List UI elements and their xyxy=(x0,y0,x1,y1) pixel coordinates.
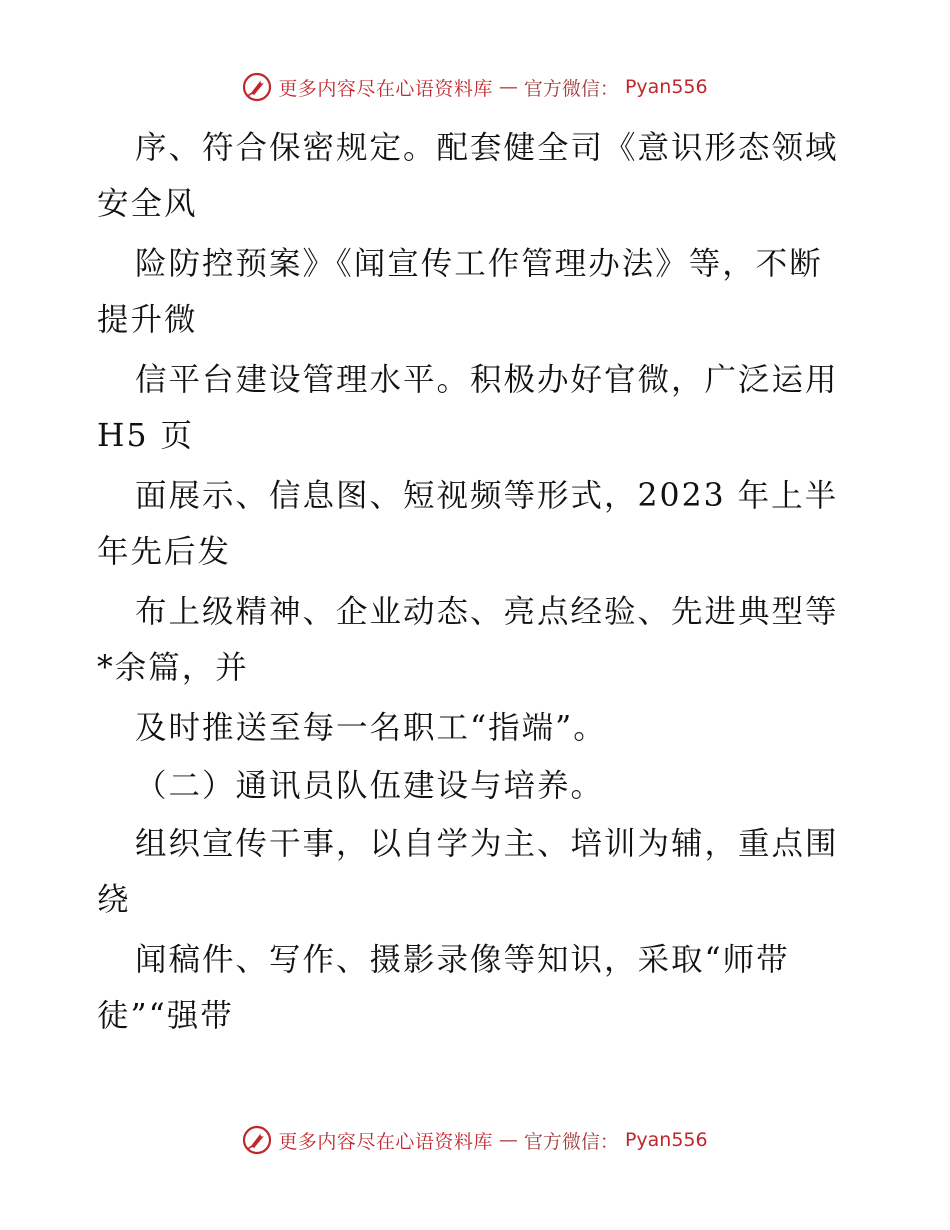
text-line: 面展示、信息图、短视频等形式，2023 年上半 xyxy=(135,478,839,514)
text-line: 险防控预案》《闻宣传工作管理办法》等，不断 xyxy=(135,246,823,282)
watermark-footer xyxy=(0,1125,950,1155)
text-line: 信平台建设管理水平。积极办好官微，广泛运用 xyxy=(135,362,839,398)
text-line: 组织宣传干事，以自学为主、培训为辅，重点围 xyxy=(135,826,839,862)
text-line: *余篇，并 xyxy=(97,650,249,686)
watermark-wechat-label: 官方微信： xyxy=(523,77,619,100)
section-heading: （二）通讯员队伍建设与培养。 xyxy=(135,768,605,804)
text-line: 徒”“强带 xyxy=(97,998,234,1034)
watermark-separator: — xyxy=(498,1129,518,1151)
text-line: 序、符合保密规定。配套健全司《意识形态领域 xyxy=(135,130,839,166)
watermark-brand: 更多内容尽在心语资料库 xyxy=(278,1130,493,1153)
text-line: 提升微 xyxy=(97,302,198,338)
watermark-brand: 更多内容尽在心语资料库 xyxy=(278,77,493,100)
watermark-wechat-id: Pyan556 xyxy=(624,1129,708,1151)
watermark-separator: — xyxy=(498,76,518,98)
text-line: 及时推送至每一名职工“指端”。 xyxy=(135,710,607,746)
pen-nib-logo-icon xyxy=(242,72,272,102)
text-line: H5 页 xyxy=(97,418,195,454)
text-line: 安全风 xyxy=(97,186,198,222)
watermark-wechat-label: 官方微信： xyxy=(523,1130,619,1153)
text-line: 布上级精神、企业动态、亮点经验、先进典型等 xyxy=(135,594,839,630)
text-line: 闻稿件、写作、摄影录像等知识，采取“师带 xyxy=(135,942,790,978)
text-line: 年先后发 xyxy=(97,534,232,570)
watermark-header xyxy=(0,72,950,102)
text-line: 绕 xyxy=(97,882,131,918)
watermark-wechat-id: Pyan556 xyxy=(624,76,708,98)
pen-nib-logo-icon xyxy=(242,1125,272,1155)
